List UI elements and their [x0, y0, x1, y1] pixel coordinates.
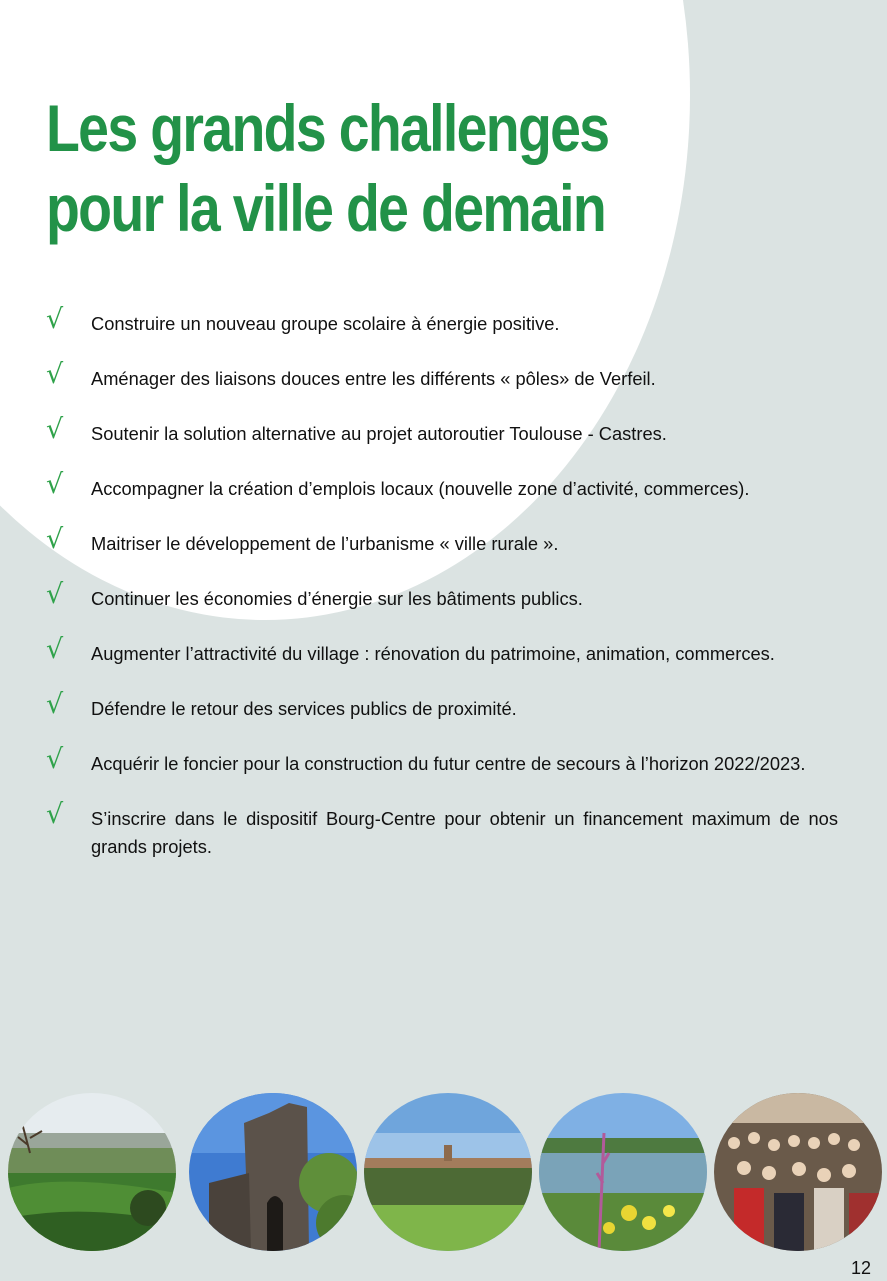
checkmark-icon: √	[46, 524, 64, 555]
list-item-text: S’inscrire dans le dispositif Bourg-Centre pour obtenir un financement maximum de nos grands projets.	[91, 808, 838, 857]
list-item	[46, 579, 838, 613]
list-item	[46, 634, 838, 668]
checkmark-icon: √	[46, 304, 64, 335]
photo-stone-tower	[189, 1093, 357, 1251]
title-line-1: Les grands challenges	[46, 91, 609, 165]
checkmark-icon: √	[46, 744, 64, 775]
checkmark-icon: √	[46, 469, 64, 500]
checkmark-icon: √	[46, 359, 64, 390]
list-item	[46, 414, 838, 448]
photo-lake	[539, 1093, 707, 1251]
photo-village	[364, 1093, 532, 1251]
challenges-list	[46, 304, 838, 888]
list-item	[46, 744, 838, 778]
list-item	[46, 469, 838, 503]
checkmark-icon: √	[46, 799, 64, 830]
page-number: 12	[850, 1258, 871, 1278]
checkmark-icon: √	[46, 634, 64, 665]
list-item-text: Maitriser le développement de l’urbanisme « ville rurale ».	[91, 533, 559, 554]
checkmark-icon: √	[46, 689, 64, 720]
list-item-text: Acquérir le foncier pour la construction du futur centre de secours à l’horizon 2022/2023.	[91, 753, 806, 774]
list-item-text: Continuer les économies d’énergie sur les bâtiments publics.	[91, 588, 583, 609]
list-item	[46, 304, 838, 338]
list-item	[46, 524, 838, 558]
checkmark-icon: √	[46, 414, 64, 445]
photo-crowd	[714, 1093, 882, 1251]
list-item-text: Construire un nouveau groupe scolaire à énergie positive.	[91, 313, 560, 334]
photo-countryside	[8, 1093, 176, 1251]
list-item-text: Soutenir la solution alternative au projet autoroutier Toulouse - Castres.	[91, 423, 667, 444]
checkmark-icon: √	[46, 579, 64, 610]
title-line-2: pour la ville de demain	[46, 171, 606, 245]
list-item	[46, 689, 838, 723]
page-title	[46, 88, 608, 248]
list-item	[46, 359, 838, 393]
list-item-text: Aménager des liaisons douces entre les différents « pôles» de Verfeil.	[91, 368, 656, 389]
photo-strip	[0, 1093, 887, 1253]
list-item-text: Augmenter l’attractivité du village : rénovation du patrimoine, animation, commerces.	[91, 643, 775, 664]
list-item-text: Accompagner la création d’emplois locaux (nouvelle zone d’activité, commerces).	[91, 478, 750, 499]
list-item	[46, 799, 838, 861]
list-item-text: Défendre le retour des services publics de proximité.	[91, 698, 517, 719]
